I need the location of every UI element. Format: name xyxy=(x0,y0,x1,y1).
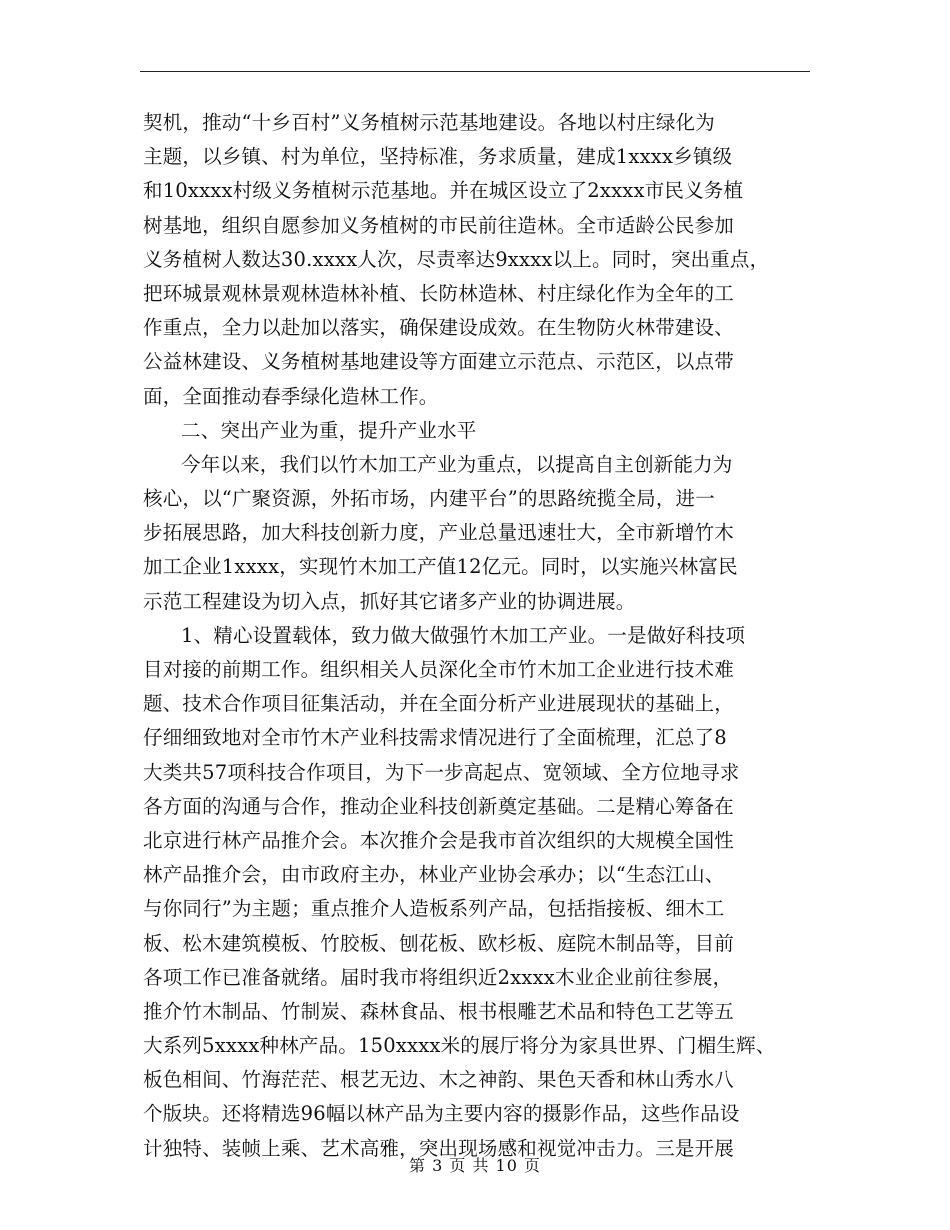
text-line: 大类共57项科技合作项目，为下一步高起点、宽领域、全方位地寻求 xyxy=(143,760,740,784)
text-line: 计独特、装帧上乘、艺术高雅，突出现场感和视觉冲击力。三是开展 xyxy=(143,1136,735,1160)
text-line: 和10xxxx村级义务植树示范基地。并在城区设立了2xxxx市民义务植 xyxy=(143,179,744,203)
text-line: 仔细细致地对全市竹木产业科技需求情况进行了全面梳理，汇总了8 xyxy=(143,726,727,750)
text-line: 今年以来，我们以竹木加工产业为重点，以提高自主创新能力为 xyxy=(181,452,733,476)
text-line: 1、精心设置载体，致力做大做强竹木加工产业。一是做好科技项 xyxy=(181,623,746,647)
text-line: 个版块。还将精选96幅以林产品为主要内容的摄影作品，这些作品设 xyxy=(143,1102,740,1126)
text-line: 大系列5xxxx种林产品。150xxxx米的展厅将分为家具世界、门楣生辉、 xyxy=(143,1034,776,1058)
text-line: 示范工程建设为切入点，抓好其它诸多产业的协调进展。 xyxy=(143,589,636,613)
header-rule xyxy=(140,71,810,72)
text-line: 板、松木建筑模板、竹胶板、刨花板、欧杉板、庭院木制品等，目前 xyxy=(143,931,735,955)
text-line: 推介竹木制品、竹制炭、森林食品、根书根雕艺术品和特色工艺等五 xyxy=(143,999,735,1023)
text-line: 义务植树人数达30.xxxx人次，尽责率达9xxxx以上。同时，突出重点， xyxy=(143,247,770,271)
text-line: 加工企业1xxxx，实现竹木加工产值12亿元。同时，以实施兴林富民 xyxy=(143,555,738,579)
text-line: 把环城景观林景观林造林补植、长防林造林、村庄绿化作为全年的工 xyxy=(143,281,735,305)
text-line: 与你同行”为主题；重点推介人造板系列产品，包括指接板、细木工 xyxy=(143,897,725,921)
text-line: 主题，以乡镇、村为单位，坚持标准，务求质量，建成1xxxx乡镇级 xyxy=(143,145,733,169)
text-line: 北京进行林产品推介会。本次推介会是我市首次组织的大规模全国性 xyxy=(143,828,735,852)
text-line: 林产品推介会，由市政府主办，林业产业协会承办；以“生态江山、 xyxy=(143,863,725,887)
text-line: 板色相间、竹海茫茫、根艺无边、木之神韵、果色天香和林山秀水八 xyxy=(143,1068,735,1092)
text-line: 步拓展思路，加大科技创新力度，产业总量迅速壮大，全市新增竹木 xyxy=(143,521,735,545)
text-line: 树基地，组织自愿参加义务植树的市民前往造林。全市适龄公民参加 xyxy=(143,213,735,237)
document-body xyxy=(143,106,833,1166)
text-line: 作重点，全力以赴加以落实，确保建设成效。在生物防火林带建设、 xyxy=(143,316,735,340)
text-line: 各项工作已准备就绪。届时我市将组织近2xxxx木业企业前往参展， xyxy=(143,965,733,989)
text-line: 核心，以“广聚资源，外拓市场，内建平台”的思路统揽全局，进一 xyxy=(143,487,715,511)
text-line: 面，全面推动春季绿化造林工作。 xyxy=(143,384,439,408)
text-line: 目对接的前期工作。组织相关人员深化全市竹木加工企业进行技术难 xyxy=(143,658,735,681)
section-heading: 二、突出产业为重，提升产业水平 xyxy=(181,418,477,442)
page-footer: 第 3 页 共 10 页 xyxy=(409,1156,541,1175)
text-line: 题、技术合作项目征集活动，并在全面分析产业进展现状的基础上， xyxy=(143,692,735,716)
text-line: 契机，推动“十乡百村”义务植树示范基地建设。各地以村庄绿化为 xyxy=(143,111,715,134)
text-line: 各方面的沟通与合作，推动企业科技创新奠定基础。二是精心筹备在 xyxy=(143,794,735,818)
text-line: 公益林建设、义务植树基地建设等方面建立示范点、示范区，以点带 xyxy=(143,350,735,374)
